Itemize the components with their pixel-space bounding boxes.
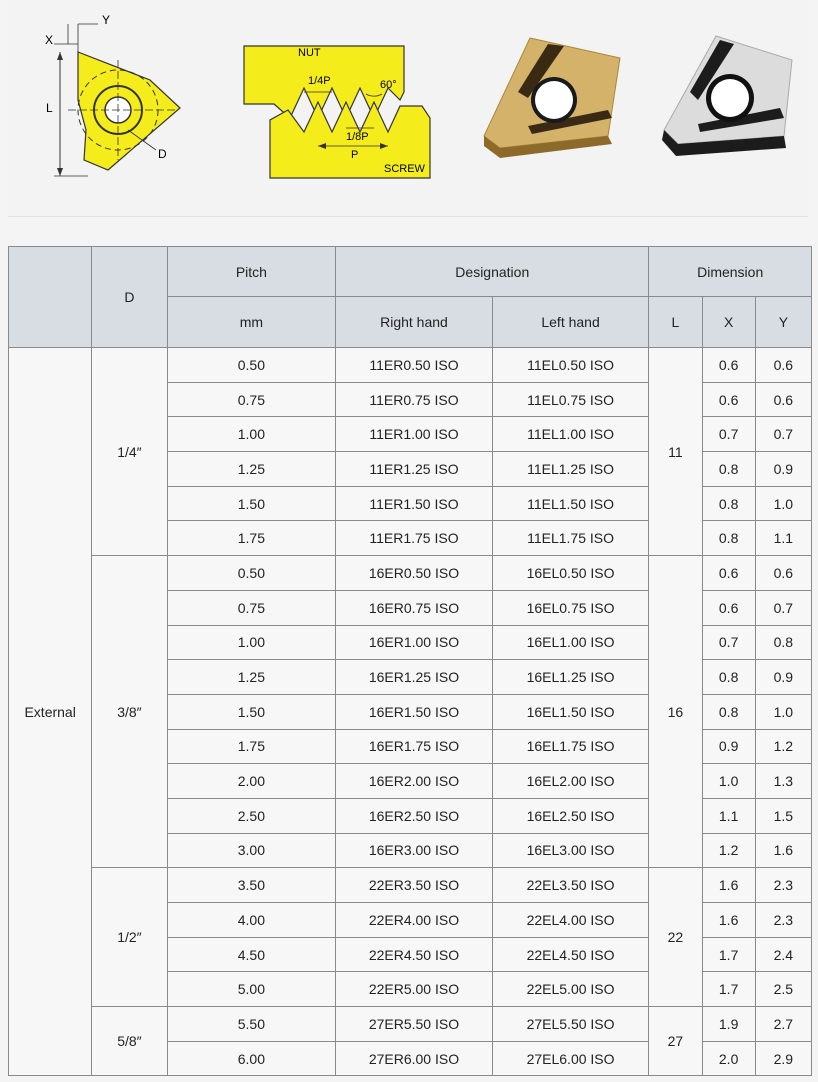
right-hand-cell: 16ER1.50 ISO bbox=[336, 694, 493, 729]
right-hand-cell: 16ER1.25 ISO bbox=[336, 660, 493, 695]
l-header: L bbox=[649, 297, 702, 348]
pitch-header: Pitch bbox=[167, 247, 336, 297]
pitch-cell: 4.50 bbox=[167, 937, 336, 972]
y-cell: 1.1 bbox=[755, 521, 811, 556]
spec-table-body bbox=[9, 348, 812, 1076]
y-cell: 0.9 bbox=[755, 452, 811, 487]
spec-table bbox=[8, 246, 812, 1076]
quarter-p-label: 1/4P bbox=[308, 75, 331, 87]
pitch-cell: 3.00 bbox=[167, 833, 336, 868]
y-cell: 1.2 bbox=[755, 729, 811, 764]
pitch-cell: 0.50 bbox=[167, 556, 336, 591]
l-cell: 11 bbox=[649, 348, 702, 556]
x-cell: 0.6 bbox=[702, 556, 755, 591]
eighth-p-label: 1/8P bbox=[346, 131, 369, 143]
y-cell: 0.9 bbox=[755, 660, 811, 695]
p-label: P bbox=[351, 149, 359, 161]
table-row bbox=[9, 348, 812, 383]
pitch-cell: 1.25 bbox=[167, 452, 336, 487]
y-cell: 1.0 bbox=[755, 486, 811, 521]
left-hand-cell: 27EL6.00 ISO bbox=[492, 1041, 649, 1076]
pitch-cell: 1.00 bbox=[167, 625, 336, 660]
right-hand-cell: 16ER0.50 ISO bbox=[336, 556, 493, 591]
x-cell: 0.9 bbox=[702, 729, 755, 764]
left-hand-cell: 22EL4.50 ISO bbox=[492, 937, 649, 972]
left-hand-cell: 16EL1.25 ISO bbox=[492, 660, 649, 695]
y-cell: 2.5 bbox=[755, 972, 811, 1007]
y-cell: 2.3 bbox=[755, 903, 811, 938]
l-cell: 27 bbox=[649, 1007, 702, 1076]
nut-label: NUT bbox=[298, 47, 321, 59]
angle-label: 60° bbox=[380, 79, 397, 91]
gold-insert-hole-inner bbox=[535, 81, 573, 119]
d-size-cell: 5/8″ bbox=[92, 1007, 167, 1076]
left-hand-cell: 11EL0.75 ISO bbox=[492, 382, 649, 417]
gold-insert-image bbox=[484, 38, 620, 158]
right-hand-header: Right hand bbox=[336, 297, 493, 348]
y-cell: 1.6 bbox=[755, 833, 811, 868]
pitch-cell: 2.00 bbox=[167, 764, 336, 799]
left-hand-cell: 11EL0.50 ISO bbox=[492, 348, 649, 383]
y-cell: 2.7 bbox=[755, 1007, 811, 1042]
left-hand-cell: 16EL1.75 ISO bbox=[492, 729, 649, 764]
left-hand-cell: 16EL1.50 ISO bbox=[492, 694, 649, 729]
type-header-cell bbox=[9, 247, 92, 348]
d-header: D bbox=[92, 247, 167, 348]
x-cell: 0.8 bbox=[702, 486, 755, 521]
x-cell: 0.6 bbox=[702, 348, 755, 383]
right-hand-cell: 27ER6.00 ISO bbox=[336, 1041, 493, 1076]
l-label: L bbox=[46, 101, 53, 115]
silver-insert-hole-inner bbox=[711, 79, 749, 117]
x-cell: 1.2 bbox=[702, 833, 755, 868]
y-cell: 0.6 bbox=[755, 556, 811, 591]
left-hand-cell: 11EL1.75 ISO bbox=[492, 521, 649, 556]
x-cell: 0.8 bbox=[702, 660, 755, 695]
right-hand-cell: 16ER2.50 ISO bbox=[336, 798, 493, 833]
y-cell: 2.9 bbox=[755, 1041, 811, 1076]
l-arrow-top bbox=[57, 52, 63, 60]
y-cell: 1.0 bbox=[755, 694, 811, 729]
left-hand-cell: 11EL1.50 ISO bbox=[492, 486, 649, 521]
right-hand-cell: 11ER1.25 ISO bbox=[336, 452, 493, 487]
y-cell: 0.6 bbox=[755, 348, 811, 383]
x-cell: 0.8 bbox=[702, 452, 755, 487]
right-hand-cell: 22ER3.50 ISO bbox=[336, 868, 493, 903]
d-size-cell: 3/8″ bbox=[92, 556, 167, 868]
insert-dimension-diagram bbox=[45, 13, 180, 176]
pitch-cell: 1.25 bbox=[167, 660, 336, 695]
d-size-cell: 1/2″ bbox=[92, 868, 167, 1007]
x-cell: 1.0 bbox=[702, 764, 755, 799]
x-cell: 1.6 bbox=[702, 903, 755, 938]
designation-header: Designation bbox=[336, 247, 649, 297]
d-size-cell: 1/4″ bbox=[92, 348, 167, 556]
x-cell: 0.8 bbox=[702, 694, 755, 729]
pitch-cell: 5.00 bbox=[167, 972, 336, 1007]
pitch-cell: 0.50 bbox=[167, 348, 336, 383]
pitch-cell: 1.00 bbox=[167, 417, 336, 452]
left-hand-cell: 16EL2.50 ISO bbox=[492, 798, 649, 833]
left-hand-cell: 16EL0.50 ISO bbox=[492, 556, 649, 591]
right-hand-cell: 22ER5.00 ISO bbox=[336, 972, 493, 1007]
right-hand-cell: 27ER5.50 ISO bbox=[336, 1007, 493, 1042]
left-hand-cell: 16EL0.75 ISO bbox=[492, 590, 649, 625]
thread-profile-diagram bbox=[244, 46, 430, 178]
pitch-cell: 2.50 bbox=[167, 798, 336, 833]
x-cell: 1.7 bbox=[702, 937, 755, 972]
left-hand-cell: 22EL3.50 ISO bbox=[492, 868, 649, 903]
l-cell: 22 bbox=[649, 868, 702, 1007]
left-hand-cell: 27EL5.50 ISO bbox=[492, 1007, 649, 1042]
pitch-cell: 1.75 bbox=[167, 521, 336, 556]
left-hand-cell: 16EL3.00 ISO bbox=[492, 833, 649, 868]
figure-svg bbox=[8, 0, 808, 216]
left-hand-cell: 11EL1.25 ISO bbox=[492, 452, 649, 487]
y-cell: 0.8 bbox=[755, 625, 811, 660]
x-cell: 2.0 bbox=[702, 1041, 755, 1076]
figure-panel bbox=[8, 0, 808, 217]
right-hand-cell: 16ER1.00 ISO bbox=[336, 625, 493, 660]
left-hand-cell: 16EL1.00 ISO bbox=[492, 625, 649, 660]
x-cell: 1.7 bbox=[702, 972, 755, 1007]
table-row bbox=[9, 868, 812, 903]
x-cell: 0.7 bbox=[702, 625, 755, 660]
right-hand-cell: 11ER0.50 ISO bbox=[336, 348, 493, 383]
pitch-cell: 1.75 bbox=[167, 729, 336, 764]
x-cell: 0.8 bbox=[702, 521, 755, 556]
left-hand-cell: 16EL2.00 ISO bbox=[492, 764, 649, 799]
y-cell: 0.7 bbox=[755, 590, 811, 625]
right-hand-cell: 16ER1.75 ISO bbox=[336, 729, 493, 764]
pitch-cell: 5.50 bbox=[167, 1007, 336, 1042]
pitch-cell: 6.00 bbox=[167, 1041, 336, 1076]
right-hand-cell: 22ER4.50 ISO bbox=[336, 937, 493, 972]
right-hand-cell: 16ER0.75 ISO bbox=[336, 590, 493, 625]
left-hand-cell: 11EL1.00 ISO bbox=[492, 417, 649, 452]
pitch-cell: 0.75 bbox=[167, 590, 336, 625]
pitch-cell: 1.50 bbox=[167, 694, 336, 729]
x-cell: 0.6 bbox=[702, 590, 755, 625]
x-cell: 0.7 bbox=[702, 417, 755, 452]
right-hand-cell: 11ER1.00 ISO bbox=[336, 417, 493, 452]
right-hand-cell: 11ER1.75 ISO bbox=[336, 521, 493, 556]
right-hand-cell: 16ER2.00 ISO bbox=[336, 764, 493, 799]
y-cell: 0.7 bbox=[755, 417, 811, 452]
left-hand-header: Left hand bbox=[492, 297, 649, 348]
right-hand-cell: 11ER0.75 ISO bbox=[336, 382, 493, 417]
l-cell: 16 bbox=[649, 556, 702, 868]
pitch-cell: 1.50 bbox=[167, 486, 336, 521]
y-cell: 2.4 bbox=[755, 937, 811, 972]
left-hand-cell: 22EL4.00 ISO bbox=[492, 903, 649, 938]
x-cell: 1.6 bbox=[702, 868, 755, 903]
x-cell: 1.9 bbox=[702, 1007, 755, 1042]
right-hand-cell: 11ER1.50 ISO bbox=[336, 486, 493, 521]
right-hand-cell: 22ER4.00 ISO bbox=[336, 903, 493, 938]
l-arrow-bottom bbox=[57, 168, 63, 176]
table-row bbox=[9, 1007, 812, 1042]
y-header: Y bbox=[755, 297, 811, 348]
y-cell: 1.5 bbox=[755, 798, 811, 833]
left-hand-cell: 22EL5.00 ISO bbox=[492, 972, 649, 1007]
silver-insert-image bbox=[662, 36, 792, 156]
d-label: D bbox=[158, 147, 167, 161]
mm-header: mm bbox=[167, 297, 336, 348]
x-cell: 0.6 bbox=[702, 382, 755, 417]
pitch-cell: 4.00 bbox=[167, 903, 336, 938]
y-cell: 0.6 bbox=[755, 382, 811, 417]
pitch-cell: 3.50 bbox=[167, 868, 336, 903]
table-row bbox=[9, 556, 812, 591]
y-cell: 2.3 bbox=[755, 868, 811, 903]
type-label: External bbox=[9, 348, 92, 1076]
x-header: X bbox=[702, 297, 755, 348]
screw-label: SCREW bbox=[384, 163, 425, 175]
y-label: Y bbox=[102, 13, 111, 27]
right-hand-cell: 16ER3.00 ISO bbox=[336, 833, 493, 868]
x-label: X bbox=[45, 33, 54, 47]
y-cell: 1.3 bbox=[755, 764, 811, 799]
dimension-header: Dimension bbox=[649, 247, 812, 297]
x-cell: 1.1 bbox=[702, 798, 755, 833]
pitch-cell: 0.75 bbox=[167, 382, 336, 417]
